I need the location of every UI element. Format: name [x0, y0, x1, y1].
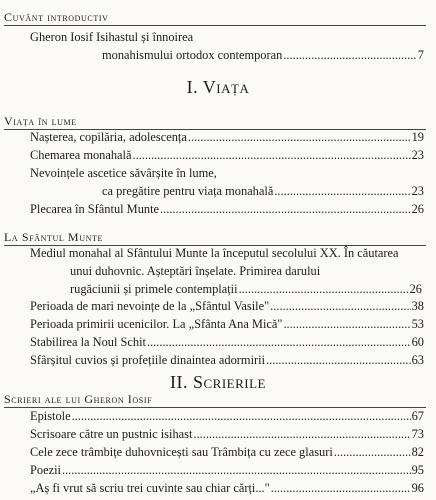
toc-entry-text: Chemarea monahală	[30, 148, 132, 162]
section-heading-intro: Cuvânt introductiv	[4, 10, 426, 26]
toc-entry-text: Plecarea în Sfântul Munte	[30, 202, 160, 216]
toc-entry[interactable]	[30, 297, 424, 315]
part-title-writings: II. Scrierile	[170, 372, 266, 392]
dot-leader	[133, 146, 411, 164]
toc-entry-text: „Aș fi vrut să scriu trei cuvinte sau chiar cărți..."	[30, 481, 270, 495]
toc-entry-intro[interactable]	[30, 28, 424, 64]
dot-leader	[283, 46, 416, 64]
toc-entry[interactable]	[30, 200, 424, 218]
toc-entry[interactable]	[30, 146, 424, 164]
toc-line	[30, 28, 424, 46]
toc-entry[interactable]	[30, 128, 424, 146]
page-number: 73	[411, 427, 424, 441]
toc-entry-text: Perioada primirii ucenicilor. La „Sfânta Ana Mică"	[30, 317, 283, 331]
toc-entry-text: rugăciunii și primele contemplații	[70, 282, 238, 296]
toc-line	[30, 46, 424, 64]
toc-entry[interactable]	[30, 461, 424, 479]
dot-leader	[72, 407, 411, 425]
toc-entry-text: Poezii	[30, 463, 61, 477]
page-number: 23	[411, 148, 424, 162]
toc-entry[interactable]	[30, 425, 424, 443]
toc-entry[interactable]	[30, 244, 422, 298]
dot-leader	[334, 443, 411, 461]
toc-entry-text: Perioada de mari nevoințe de la „Sfântul Vasile"	[30, 299, 270, 313]
dot-leader	[160, 200, 411, 218]
toc-entry[interactable]	[30, 479, 424, 497]
page-number: 7	[417, 48, 424, 62]
toc-entry[interactable]	[30, 315, 424, 333]
toc-entry[interactable]	[30, 351, 424, 369]
page-number: 38	[411, 299, 424, 313]
dot-leader	[274, 182, 410, 200]
page-number: 96	[411, 481, 424, 495]
page-number: 26	[411, 202, 424, 216]
toc-entry-text: Mediul monahal al Sfântului Munte la începutul secolului XX. În căutarea unui duhovnic. Așteptări înșelate. Primirea darului	[30, 246, 399, 278]
dot-leader	[271, 479, 411, 497]
toc-entry[interactable]	[30, 407, 424, 425]
page-number: 63	[411, 353, 424, 367]
toc-entry-text: monahismului ortodox contemporan	[102, 48, 283, 62]
part-title-life: I. Viața	[186, 77, 250, 97]
toc-entry-text: Nașterea, copilăria, adolescența	[30, 130, 187, 144]
toc-entry[interactable]	[30, 443, 424, 461]
toc-entry-text: Nevoințele ascetice săvârșite în lume,	[30, 166, 217, 180]
toc-entry[interactable]	[30, 333, 424, 351]
toc-entry-text: Gheron Iosif Isihastul și înnoirea	[30, 30, 194, 44]
section-heading-life-in-world: Viața în lume	[4, 114, 426, 130]
page-number: 19	[411, 130, 424, 144]
page-number: 95	[411, 463, 424, 477]
page-number: 23	[411, 184, 424, 198]
dot-leader	[283, 315, 410, 333]
dot-leader	[147, 333, 411, 351]
page-number: 82	[411, 445, 424, 459]
toc-entry-text: ca pregătire pentru viața monahală	[102, 184, 274, 198]
page-number: 60	[411, 335, 424, 349]
toc-entry[interactable]	[30, 164, 424, 200]
dot-leader	[193, 425, 410, 443]
page-number: 53	[411, 317, 424, 331]
toc-entry-text: Epistole	[30, 409, 71, 423]
dot-leader	[62, 461, 411, 479]
dot-leader	[270, 297, 410, 315]
page-number: 26	[409, 282, 422, 296]
section-heading-holy-mountain: La Sfântul Munte	[4, 230, 426, 246]
page-number: 67	[411, 409, 424, 423]
dot-leader	[239, 280, 409, 298]
toc-entry-text: Cele zece trâmbițe duhovnicești sau Trâmbița cu zece glasuri	[30, 445, 333, 459]
dot-leader	[188, 128, 411, 146]
dot-leader	[266, 351, 411, 369]
toc-entry-text: Sfârșitul cuvios și profețiile dinaintea adormirii	[30, 353, 266, 367]
toc-entry-text: Stabilirea la Noul Schit	[30, 335, 146, 349]
toc-entry-text: Scrisoare către un pustnic isihast	[30, 427, 193, 441]
section-heading-writings: Scrieri ale lui Gheron Iosif	[4, 392, 426, 408]
